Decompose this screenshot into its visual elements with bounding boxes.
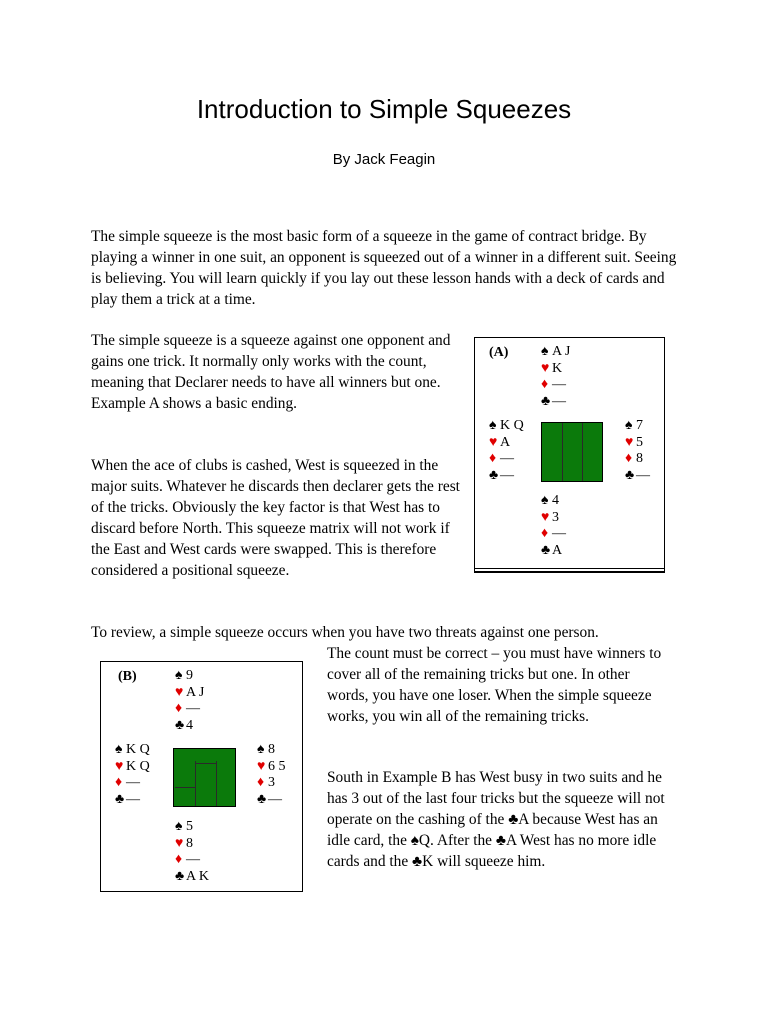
- north-clubs: —: [552, 393, 566, 409]
- club-icon: ♣: [115, 791, 125, 807]
- east-hand: [257, 742, 286, 808]
- north-diamonds: —: [186, 701, 200, 716]
- east-spades: 7: [636, 418, 643, 433]
- paragraph-example-a: When the ace of clubs is cashed, West is squeezed in the major suits. Whatever he discards then declarer gets the rest of the tricks. Obviously the key factor is that West has to discard before North. This squeeze matrix will not work if the East and West cards were swapped. This is therefore considered a positional squeeze.: [91, 457, 460, 579]
- east-clubs: —: [636, 467, 650, 483]
- club-icon: ♣: [625, 467, 635, 483]
- paragraph-definition: The simple squeeze is a squeeze against one opponent and gains one trick. It normally only works with the count, meaning that Declarer needs to have all winners but one. Example A shows a basic ending.: [91, 332, 451, 412]
- west-hand: [115, 742, 150, 808]
- spade-icon: ♠: [175, 819, 183, 834]
- west-hand: [489, 418, 524, 484]
- north-hearts: A J: [186, 684, 205, 700]
- spade-icon: ♠: [625, 418, 633, 433]
- spade-icon: ♠: [115, 742, 123, 757]
- south-spades: 4: [552, 493, 559, 508]
- east-diamonds: 8: [636, 451, 643, 466]
- heart-icon: ♥: [489, 434, 498, 450]
- south-diamonds: —: [186, 852, 200, 867]
- south-diamonds: —: [552, 526, 566, 541]
- heart-icon: ♥: [175, 835, 184, 851]
- club-icon: ♣: [175, 717, 185, 733]
- north-spades: 9: [186, 668, 193, 683]
- south-hearts: 8: [186, 835, 193, 851]
- west-diamonds: —: [126, 775, 140, 790]
- diamond-icon: ♦: [541, 377, 549, 392]
- paragraph-count: The count must be correct – you must have winners to cover all of the remaining tricks but one. In other words, you have one loser. When the simple squeeze works, you win all of the remaining tricks.: [327, 645, 662, 725]
- diamond-icon: ♦: [489, 451, 497, 466]
- east-diamonds: 3: [268, 775, 275, 790]
- club-icon: ♣: [257, 791, 267, 807]
- north-hearts: K: [552, 360, 563, 376]
- north-hand: [175, 668, 204, 734]
- author-byline: By Jack Feagin: [332, 151, 436, 168]
- heart-icon: ♥: [625, 434, 634, 450]
- bridge-diagram-a: [474, 337, 665, 569]
- spade-icon: ♠: [175, 668, 183, 683]
- diamond-icon: ♦: [175, 701, 183, 716]
- diamond-icon: ♦: [257, 775, 265, 790]
- paragraph-intro: The simple squeeze is the most basic form of a squeeze in the game of contract bridge. By playing a winner in one suit, an opponent is squeezed out of a winner in a different suit. Seeing is believing. You will learn quickly if you lay out these lesson hands with a deck of cards and play them a trick at a time.: [91, 228, 677, 308]
- club-icon: ♣: [175, 868, 185, 884]
- east-hearts: 5: [636, 434, 643, 450]
- east-clubs: —: [268, 791, 282, 807]
- page-title: Introduction to Simple Squeezes: [196, 94, 572, 124]
- spade-icon: ♠: [489, 418, 497, 433]
- heart-icon: ♥: [541, 360, 550, 376]
- diamond-icon: ♦: [115, 775, 123, 790]
- card-table: [541, 422, 603, 482]
- south-hearts: 3: [552, 509, 559, 525]
- club-icon: ♣: [489, 467, 499, 483]
- club-icon: ♣: [541, 393, 551, 409]
- north-clubs: 4: [186, 717, 193, 733]
- west-hearts: A: [500, 434, 511, 450]
- heart-icon: ♥: [541, 509, 550, 525]
- diamond-icon: ♦: [175, 852, 183, 867]
- heart-icon: ♥: [175, 684, 184, 700]
- paragraph-example-b: South in Example B has West busy in two suits and he has 3 out of the last four tricks but the squeeze will not operate on the cashing of the ♣A because West has an idle card, the ♠Q. After the ♣A West has no more idle cards and the ♣K will squeeze him.: [327, 769, 665, 870]
- south-clubs: A K: [186, 868, 209, 884]
- spade-icon: ♠: [257, 742, 265, 757]
- south-spades: 5: [186, 819, 193, 834]
- west-clubs: —: [500, 467, 514, 483]
- paragraph-review: To review, a simple squeeze occurs when you have two threats against one person.: [91, 624, 599, 641]
- south-clubs: A: [552, 542, 563, 558]
- diamond-icon: ♦: [541, 526, 549, 541]
- west-clubs: —: [126, 791, 140, 807]
- club-icon: ♣: [541, 542, 551, 558]
- diagram-label: (A): [489, 345, 509, 360]
- diagram-label: (B): [118, 669, 137, 684]
- heart-icon: ♥: [115, 758, 124, 774]
- east-spades: 8: [268, 742, 275, 757]
- south-hand: [175, 819, 209, 885]
- heart-icon: ♥: [257, 758, 266, 774]
- diamond-icon: ♦: [625, 451, 633, 466]
- card-table: [173, 748, 236, 807]
- north-spades: A J: [552, 344, 571, 359]
- spade-icon: ♠: [541, 344, 549, 359]
- west-spades: K Q: [126, 742, 150, 757]
- spade-icon: ♠: [541, 493, 549, 508]
- east-hearts: 6 5: [268, 758, 286, 774]
- west-diamonds: —: [500, 451, 514, 466]
- east-hand: [625, 418, 650, 484]
- west-hearts: K Q: [126, 758, 150, 774]
- north-diamonds: —: [552, 377, 566, 392]
- bridge-diagram-b: [100, 661, 303, 892]
- north-hand: [541, 344, 570, 410]
- south-hand: [541, 493, 566, 559]
- west-spades: K Q: [500, 418, 524, 433]
